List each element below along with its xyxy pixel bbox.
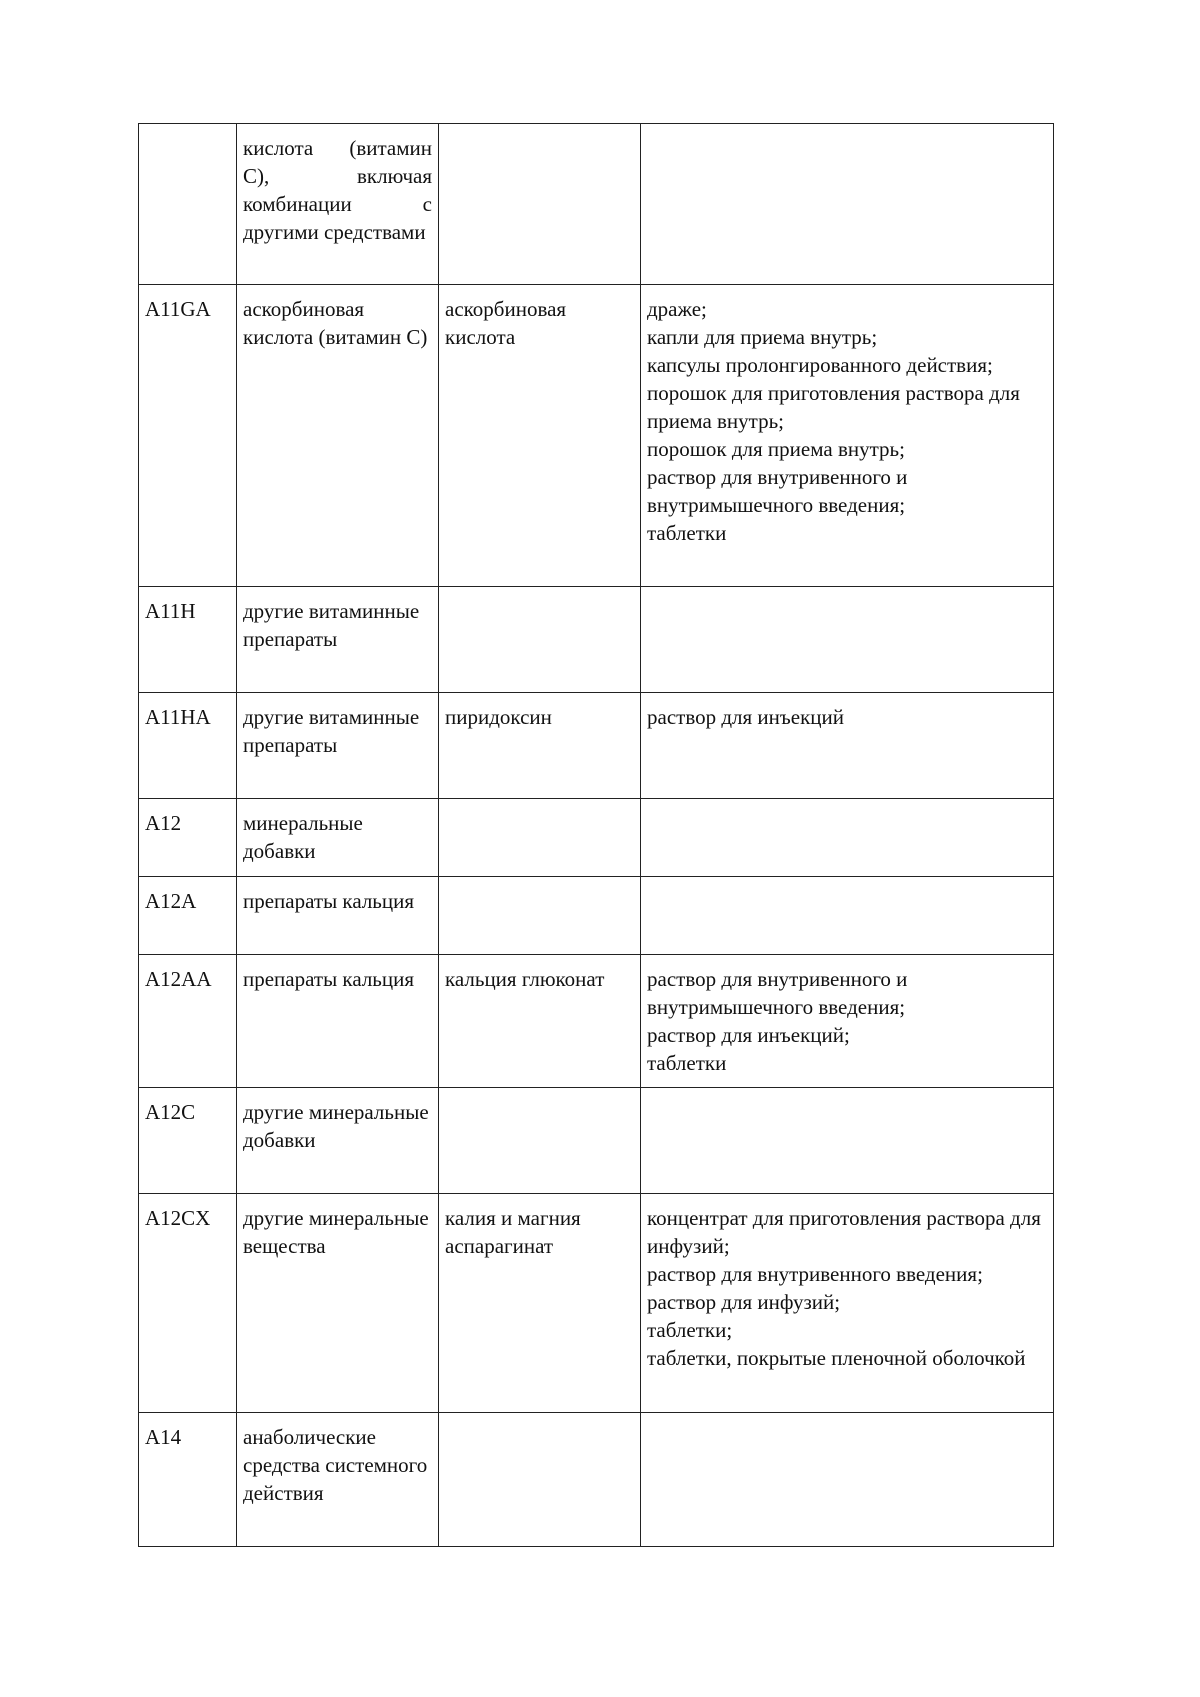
table-row: [139, 877, 1054, 955]
dosage-forms-cell: [641, 1413, 1054, 1547]
atc-code-cell: A12A: [139, 877, 237, 955]
table-row: [139, 693, 1054, 799]
atc-code-cell: A11HA: [139, 693, 237, 799]
atc-code-cell: A14: [139, 1413, 237, 1547]
group-name-cell: другие минеральные добавки: [237, 1088, 439, 1194]
table-row: [139, 955, 1054, 1088]
table-row: [139, 1413, 1054, 1547]
table-row: [139, 124, 1054, 285]
dosage-forms-cell: [641, 877, 1054, 955]
dosage-forms-cell: [641, 124, 1054, 285]
group-name-cell: другие витаминные препараты: [237, 587, 439, 693]
drug-name-cell: [439, 1088, 641, 1194]
group-name-cell: аскорбиновая кислота (витамин С): [237, 285, 439, 587]
atc-code-cell: [139, 124, 237, 285]
group-name-cell: анаболические средства системного действия: [237, 1413, 439, 1547]
drug-name-cell: калия и магния аспарагинат: [439, 1194, 641, 1413]
atc-code-cell: A12AA: [139, 955, 237, 1088]
drug-name-cell: [439, 799, 641, 877]
table-row: [139, 799, 1054, 877]
group-name-cell: препараты кальция: [237, 955, 439, 1088]
dosage-forms-cell: концентрат для приготовления раствора для инфузий; раствор для внутривенного введения; раствор для инфузий; таблетки; таблетки, покрытые пленочной оболочкой: [641, 1194, 1054, 1413]
atc-code-cell: A12CX: [139, 1194, 237, 1413]
drug-name-cell: [439, 587, 641, 693]
dosage-forms-cell: драже; капли для приема внутрь; капсулы пролонгированного действия; порошок для приготовления раствора для приема внутрь; порошок для приема внутрь; раствор для внутривенного и внутримышечного введения; таблетки: [641, 285, 1054, 587]
group-name-cell: препараты кальция: [237, 877, 439, 955]
drug-name-cell: [439, 877, 641, 955]
drug-name-cell: [439, 1413, 641, 1547]
drug-classification-table: [138, 123, 1054, 1547]
dosage-forms-cell: раствор для инъекций: [641, 693, 1054, 799]
dosage-forms-cell: раствор для внутривенного и внутримышечного введения; раствор для инъекций; таблетки: [641, 955, 1054, 1088]
table-row: [139, 587, 1054, 693]
atc-code-cell: A12: [139, 799, 237, 877]
drug-name-cell: аскорбиновая кислота: [439, 285, 641, 587]
group-name-cell: минеральные добавки: [237, 799, 439, 877]
dosage-forms-cell: [641, 799, 1054, 877]
table-row: [139, 1194, 1054, 1413]
drug-name-cell: [439, 124, 641, 285]
drug-name-cell: кальция глюконат: [439, 955, 641, 1088]
atc-code-cell: A12C: [139, 1088, 237, 1194]
dosage-forms-cell: [641, 587, 1054, 693]
group-name-cell: другие минеральные вещества: [237, 1194, 439, 1413]
atc-code-cell: A11H: [139, 587, 237, 693]
group-name-cell: другие витаминные препараты: [237, 693, 439, 799]
table-row: [139, 285, 1054, 587]
drug-name-cell: пиридоксин: [439, 693, 641, 799]
atc-code-cell: A11GA: [139, 285, 237, 587]
table-row: [139, 1088, 1054, 1194]
group-name-cell: кислота (витамин С), включая комбинации с другими средствами: [237, 124, 439, 285]
dosage-forms-cell: [641, 1088, 1054, 1194]
